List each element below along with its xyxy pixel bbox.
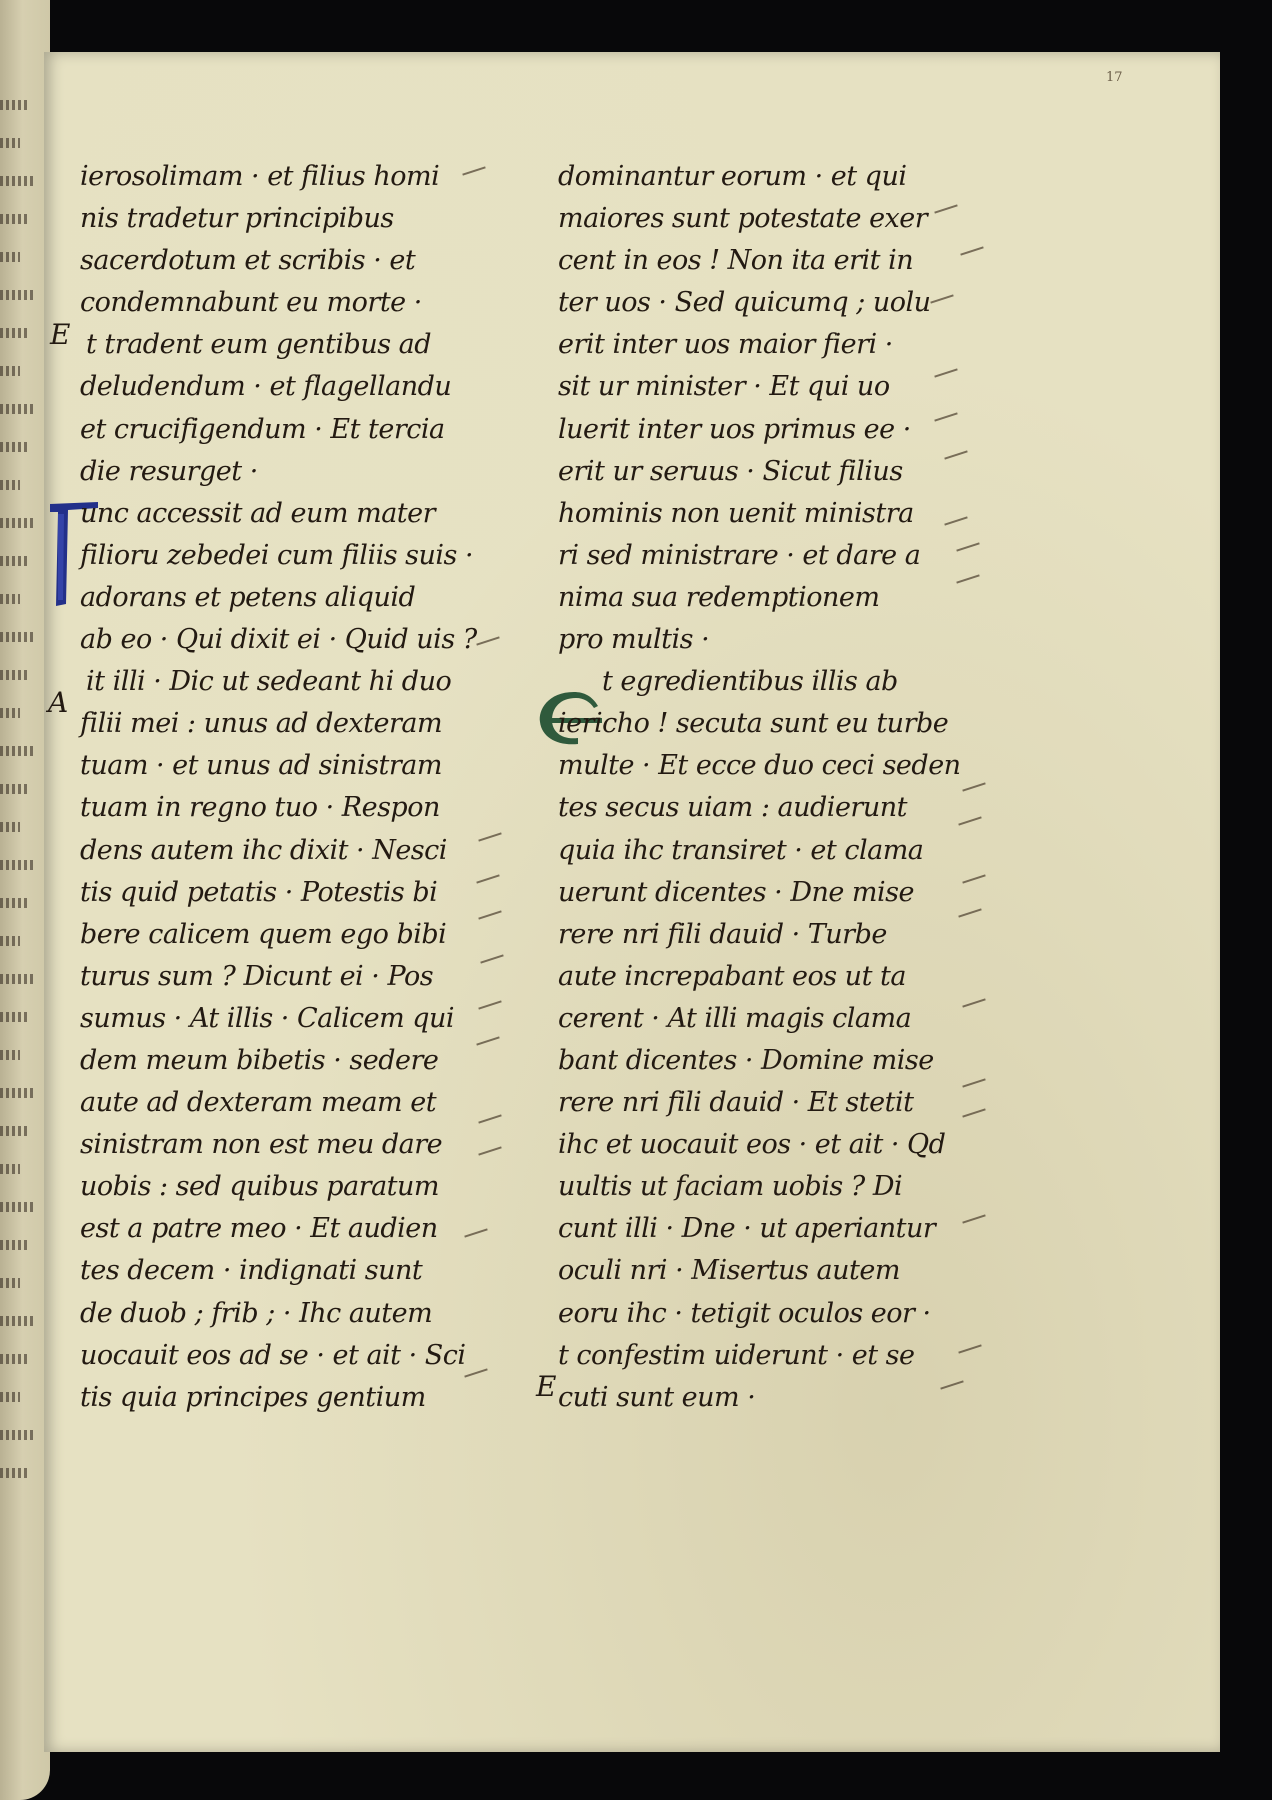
previous-leaf-text-strip [0, 518, 36, 528]
previous-leaf-text-strip [0, 1354, 28, 1364]
previous-leaf-text-strip [0, 252, 20, 262]
right-column-line: multe · Et ecce duo ceci seden [558, 750, 961, 782]
previous-leaf-text-strip [0, 480, 20, 490]
previous-leaf-text-strip [0, 822, 20, 832]
left-column-line: est a patre meo · Et audien [80, 1213, 438, 1245]
previous-leaf-text-strip [0, 936, 20, 946]
right-column-line: erit ur seruus · Sicut filius [558, 455, 903, 487]
previous-leaf-text-strip [0, 138, 20, 148]
right-column-line: uultis ut faciam uobis ? Di [558, 1171, 903, 1203]
right-column-line: ri sed ministrare · et dare a [558, 539, 921, 571]
left-column-line: unc accessit ad eum mater [80, 497, 436, 529]
right-column-line: rere nri fili dauid · Et stetit [558, 1087, 914, 1119]
right-text-column [558, 156, 978, 1419]
left-column-line: dem meum bibetis · sedere [80, 1044, 439, 1076]
right-column-line: dominantur eorum · et qui [558, 161, 907, 192]
previous-leaf-text-strip [0, 1468, 28, 1478]
left-column-line: deludendum · et flagellandu [80, 371, 452, 403]
previous-leaf-text-strip [0, 404, 36, 414]
previous-leaf-text-strip [0, 1050, 20, 1060]
left-column-line: tis quid petatis · Potestis bi [80, 876, 438, 908]
right-column-line: erit inter uos maior fieri · [558, 329, 893, 361]
left-column-line: condemnabunt eu morte · [80, 287, 422, 319]
previous-leaf-text-strip [0, 100, 28, 110]
previous-leaf-text-strip [0, 214, 28, 224]
right-column-line: bant dicentes · Domine mise [558, 1044, 934, 1076]
previous-leaf-text-strip [0, 442, 28, 452]
previous-leaf-text-strip [0, 1240, 28, 1250]
previous-leaf-text-strip [0, 1164, 20, 1174]
right-column-line: maiores sunt potestate exer [558, 203, 928, 235]
previous-leaf-text-strip [0, 1430, 36, 1440]
previous-leaf-text-strip [0, 746, 36, 756]
previous-leaf-text-strip [0, 1316, 36, 1326]
previous-leaf-text-strip [0, 1012, 28, 1022]
margin-letter-e-2: E [536, 1370, 557, 1403]
right-column-line: hominis non uenit ministra [558, 497, 914, 529]
left-column-line: t tradent eum gentibus ad [86, 329, 432, 361]
right-column-line: ihc et uocauit eos · et ait · Qd [558, 1129, 946, 1161]
left-column-line: tes decem · indignati sunt [80, 1255, 423, 1287]
right-column-line: oculi nri · Misertus autem [558, 1255, 900, 1287]
right-column-line: ter uos · Sed quicumq ; uolu [558, 287, 931, 319]
previous-leaf-text-strip [0, 366, 20, 376]
right-column-line: cuti sunt eum · [558, 1381, 756, 1413]
previous-leaf-text-strip [0, 1126, 28, 1136]
left-text-column [80, 156, 500, 1419]
left-column-line: uobis : sed quibus paratum [80, 1171, 440, 1203]
left-column-line: uocauit eos ad se · et ait · Sci [80, 1339, 466, 1371]
previous-leaf-text-strip [0, 898, 28, 908]
previous-leaf-text-strip [0, 290, 36, 300]
left-column-line: filii mei : unus ad dexteram [80, 708, 443, 740]
previous-leaf-edge [0, 0, 50, 1800]
right-column-line: quia ihc transiret · et clama [558, 834, 924, 866]
previous-leaf-text-strip [0, 670, 28, 680]
right-column-line: t egredientibus illis ab [602, 666, 898, 698]
left-column-line: de duob ; frib ; · Ihc autem [80, 1297, 433, 1329]
right-column-line: sit ur minister · Et qui uo [558, 371, 890, 403]
right-column-line: pro multis · [558, 624, 710, 656]
right-column-line: iericho ! secuta sunt eu turbe [558, 708, 949, 740]
previous-leaf-text-strip [0, 974, 36, 984]
previous-leaf-text-strip [0, 784, 28, 794]
left-column-line: dens autem ihc dixit · Nesci [80, 834, 447, 866]
previous-leaf-text-strip [0, 1202, 36, 1212]
left-column-line: tis quia principes gentium [80, 1381, 426, 1413]
right-column-line: eoru ihc · tetigit oculos eor · [558, 1297, 931, 1329]
previous-leaf-text-strip [0, 632, 36, 642]
left-column-line: sinistram non est meu dare [80, 1129, 443, 1161]
left-column-line: die resurget · [80, 455, 258, 487]
previous-leaf-text-strip [0, 328, 28, 338]
left-column-line: nis tradetur principibus [80, 203, 394, 235]
previous-leaf-text-strip [0, 860, 36, 870]
previous-leaf-text-strip [0, 556, 28, 566]
margin-letter-e-1: E [50, 318, 71, 351]
left-column-line: turus sum ? Dicunt ei · Pos [80, 960, 434, 992]
left-column-line: bere calicem quem ego bibi [80, 918, 447, 950]
previous-leaf-text-strip [0, 708, 20, 718]
left-column-line: it illi · Dic ut sedeant hi duo [86, 666, 452, 698]
right-column-line: luerit inter uos primus ee · [558, 413, 911, 445]
left-column-line: filioru zebedei cum filiis suis · [80, 539, 474, 571]
right-column-line: cerent · At illi magis clama [558, 1002, 912, 1034]
right-column-line: nima sua redemptionem [558, 581, 880, 613]
right-column-line: aute increpabant eos ut ta [558, 960, 906, 992]
previous-leaf-text-strip [0, 1392, 20, 1402]
folio-number: 17 [1106, 70, 1123, 85]
left-column-line: aute ad dexteram meam et [80, 1087, 437, 1119]
previous-leaf-text-strip [0, 594, 20, 604]
margin-letter-a: A [48, 686, 69, 719]
left-column-line: tuam · et unus ad sinistram [80, 750, 442, 782]
left-column-line: sumus · At illis · Calicem qui [80, 1002, 455, 1034]
right-column-line: cent in eos ! Non ita erit in [558, 245, 914, 277]
left-column-line: adorans et petens aliquid [80, 581, 416, 613]
left-column-line: et crucifigendum · Et tercia [80, 413, 445, 445]
right-column-line: tes secus uiam : audierunt [558, 792, 907, 824]
previous-leaf-text-strip [0, 176, 36, 186]
previous-leaf-text-strip [0, 1088, 36, 1098]
right-column-line: cunt illi · Dne · ut aperiantur [558, 1213, 936, 1245]
left-column-line: tuam in regno tuo · Respon [80, 792, 440, 824]
left-column-line: sacerdotum et scribis · et [80, 245, 416, 277]
right-column-line: rere nri fili dauid · Turbe [558, 918, 887, 950]
previous-leaf-text-strip [0, 1278, 20, 1288]
left-column-line: ab eo · Qui dixit ei · Quid uis ? [80, 624, 477, 656]
right-column-line: t confestim uiderunt · et se [558, 1339, 915, 1371]
left-column-line: ierosolimam · et filius homi [80, 161, 440, 192]
right-column-line: uerunt dicentes · Dne mise [558, 876, 914, 908]
